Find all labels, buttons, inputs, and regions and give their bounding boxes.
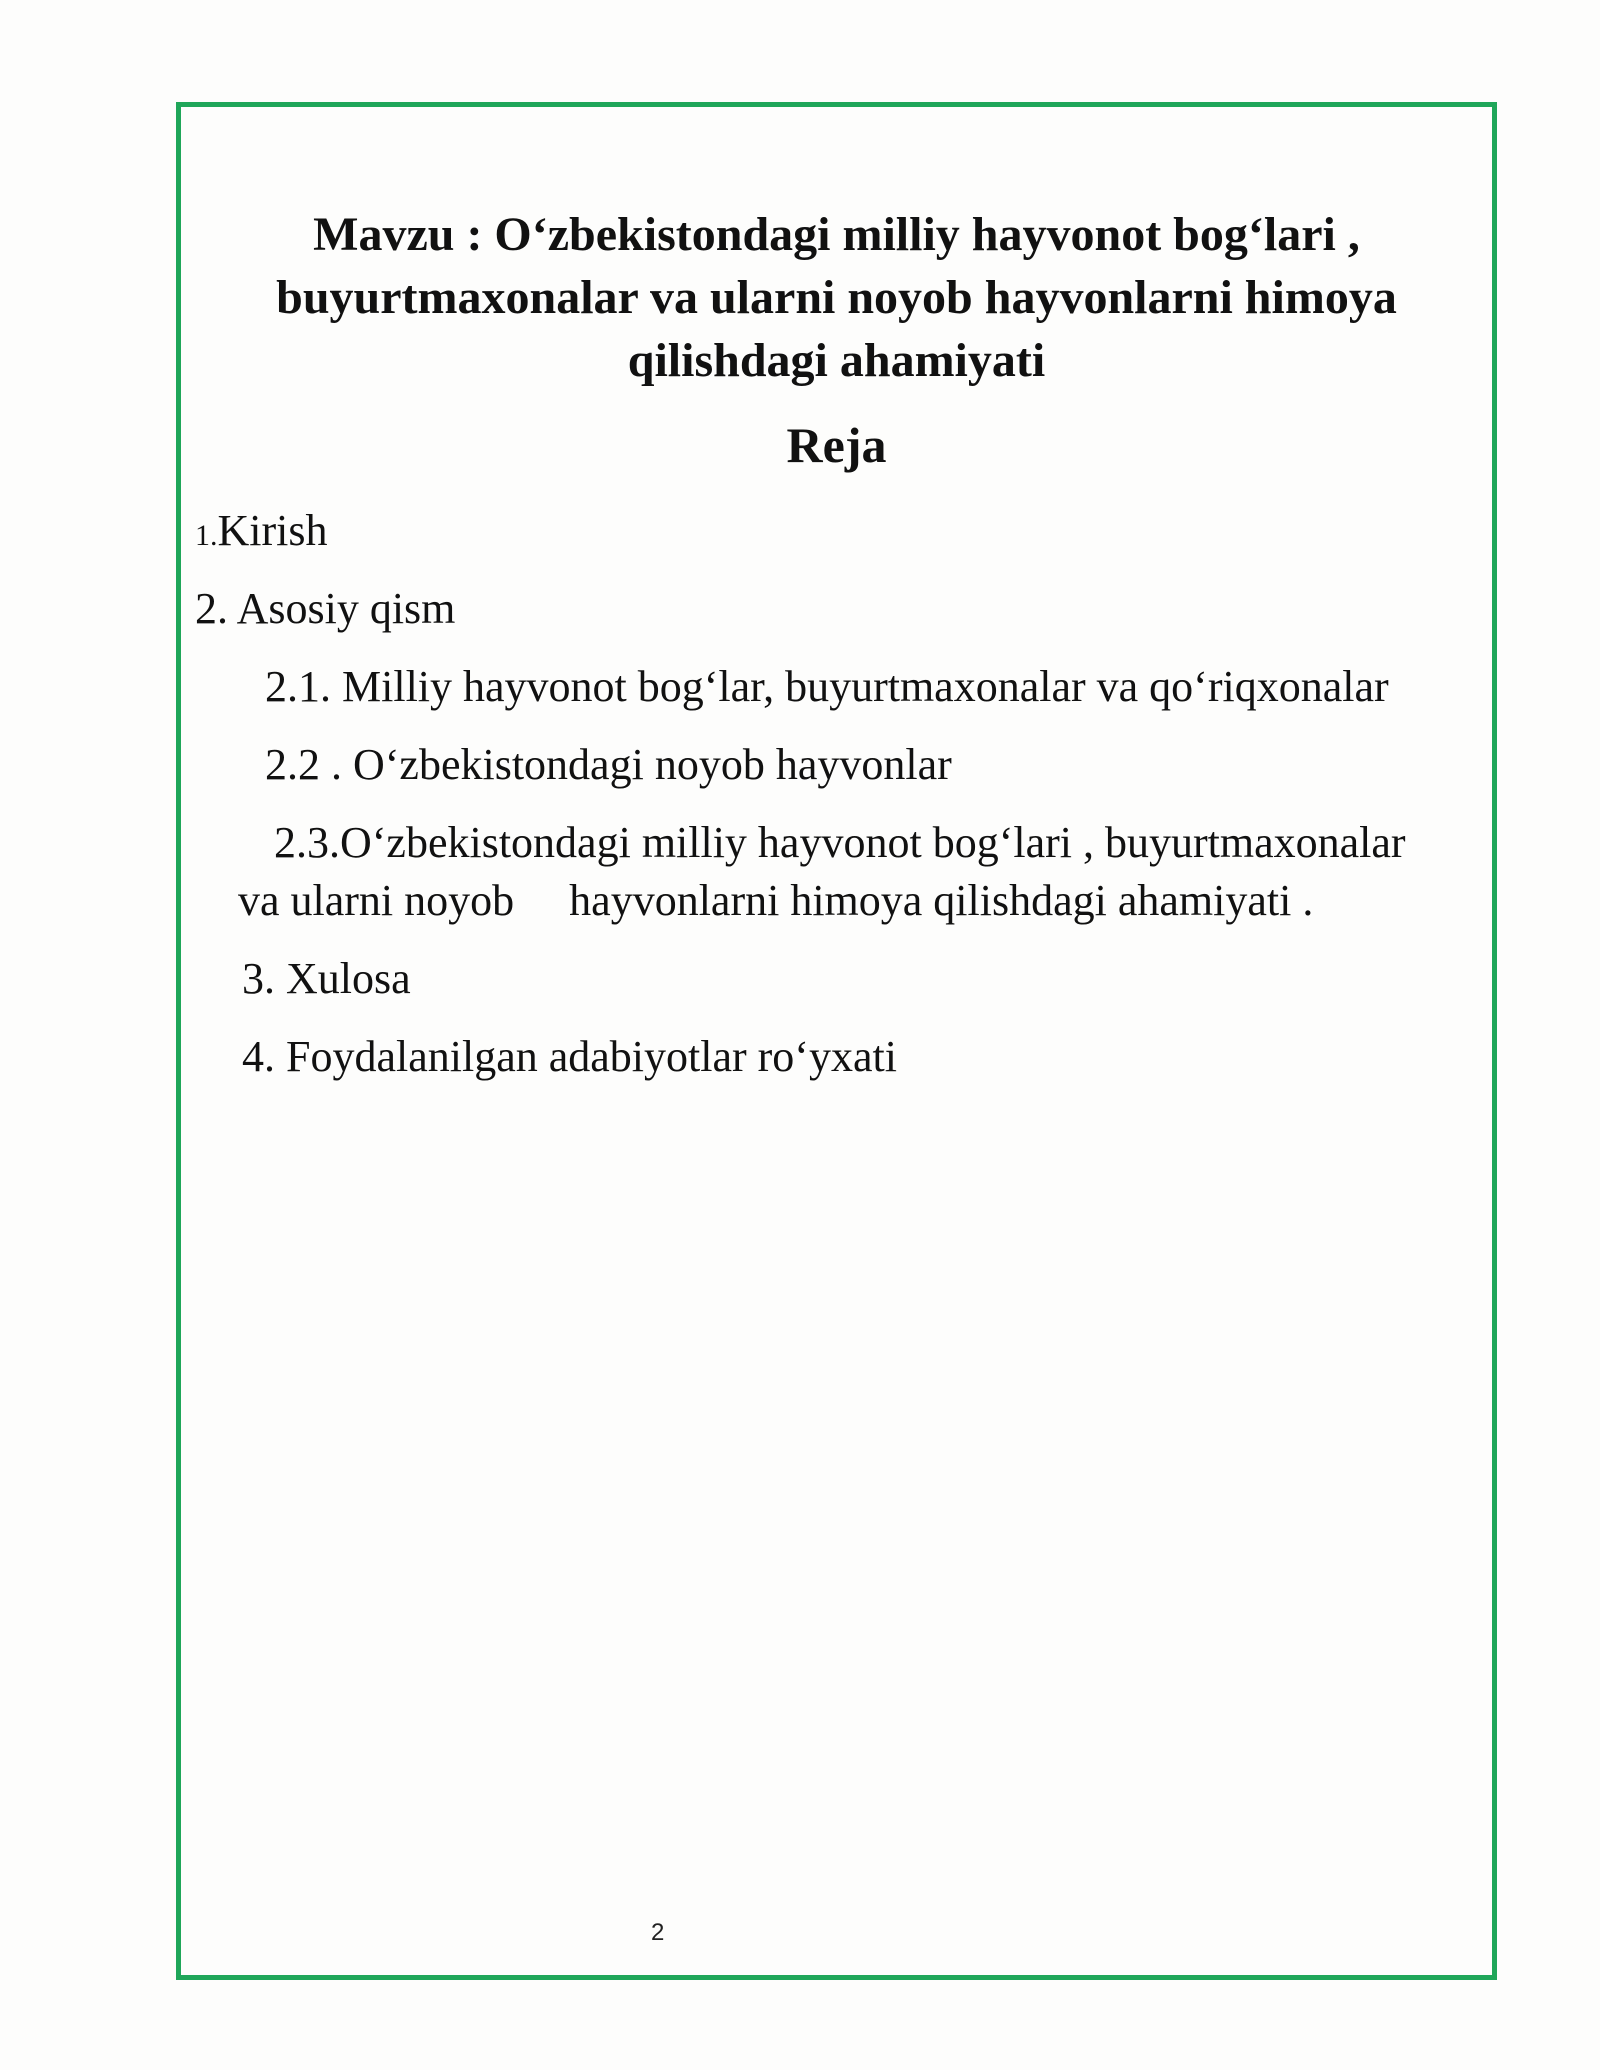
title-line-3: qilishdagi ahamiyati: [627, 334, 1046, 387]
plan-item-1-number: 1.: [195, 519, 218, 552]
plan-item-4: 4. Foydalanilgan adabiyotlar ro‘yxati: [242, 1032, 897, 1081]
plan-item-2-2: 2.2 . O‘zbekistondagi noyob hayvonlar: [265, 740, 952, 789]
title-line-2: buyurtmaxonalar va ularni noyob hayvonlarni himoya: [276, 271, 1397, 324]
plan-item-2-3-line-1: 2.3.O‘zbekistondagi milliy hayvonot bog‘lari , buyurtmaxonalar: [274, 818, 1406, 867]
plan-item-2-3-line-2: va ularni noyob hayvonlarni himoya qilishdagi ahamiyati .: [238, 876, 1314, 925]
plan-item-3: 3. Xulosa: [242, 954, 411, 1003]
page-number: 2: [651, 1919, 665, 1946]
document-title: [211, 203, 1462, 392]
plan-item-1: [195, 502, 328, 565]
plan-item-2-1: 2.1. Milliy hayvonot bog‘lar, buyurtmaxonalar va qo‘riqxonalar: [265, 662, 1389, 711]
plan-heading: Reja: [786, 417, 887, 473]
page-border-frame: [176, 102, 1497, 1980]
plan-item-2: 2. Asosiy qism: [195, 584, 456, 633]
plan-item-1-text: Kirish: [217, 506, 328, 555]
title-line-1: Mavzu : O‘zbekistondagi milliy hayvonot bog‘lari ,: [313, 208, 1360, 261]
